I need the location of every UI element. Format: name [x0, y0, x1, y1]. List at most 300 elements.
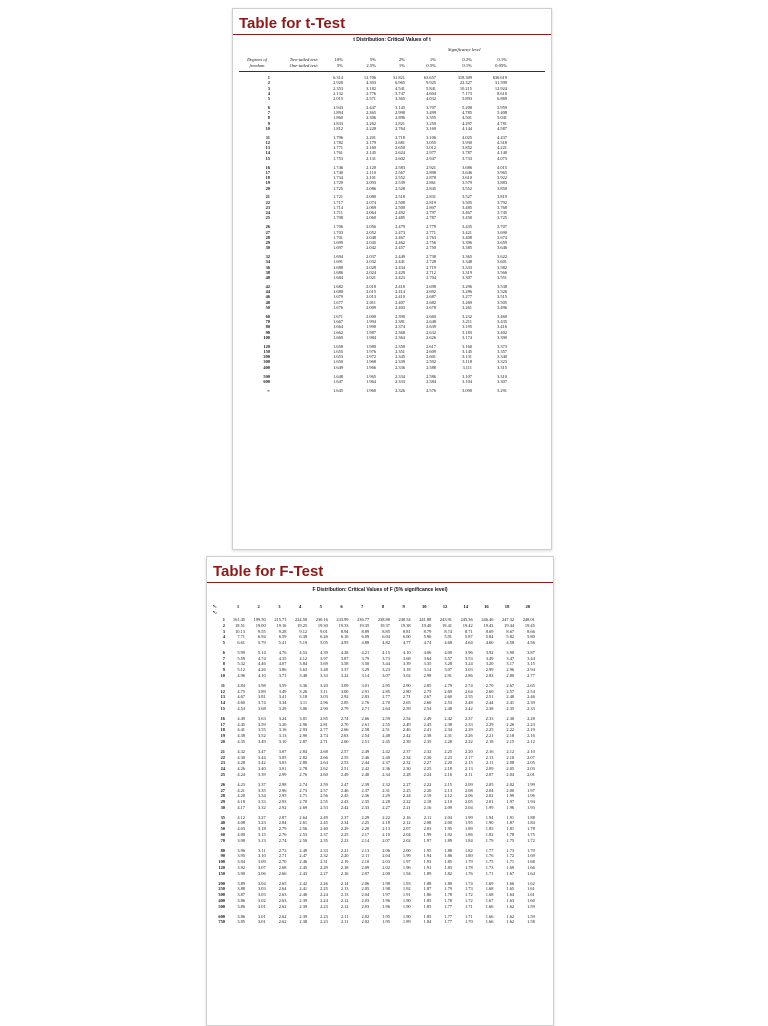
- f-value-cell: 3.11: [258, 847, 266, 853]
- f-value-cell: 3.69: [320, 661, 328, 667]
- t-value-cell: 3.195: [462, 324, 472, 330]
- f-table-row: [207, 859, 553, 864]
- t-value-cell: 1.708: [333, 215, 343, 221]
- t-value-cell: 63.657: [423, 75, 436, 80]
- t-value-cell: 2.429: [395, 269, 405, 275]
- f-value-cell: 2.18: [382, 820, 390, 826]
- f-df-cell: 10: [220, 672, 225, 678]
- f-value-cell: 2.61: [299, 820, 308, 826]
- f-value-cell: 2.49: [402, 721, 411, 727]
- f-value-cell: 3.64: [423, 655, 432, 661]
- t-value-cell: 3.106: [426, 134, 436, 140]
- f-value-cell: 2.80: [299, 760, 308, 766]
- f-value-cell: 5.82: [506, 634, 515, 640]
- t-one-tailed-1: 2.5%: [366, 63, 376, 68]
- t-value-cell: 1.697: [333, 245, 343, 251]
- f-value-cell: 3.98: [258, 682, 266, 688]
- f-value-cell: 2.35: [361, 799, 370, 804]
- f-value-cell: 2.50: [299, 837, 308, 843]
- t-table-row: [233, 224, 551, 229]
- f-value-cell: 3.02: [402, 672, 411, 678]
- f-value-cell: 2.31: [444, 733, 452, 739]
- f-value-cell: 2.09: [444, 804, 452, 810]
- f-value-cell: 1.63: [506, 897, 515, 903]
- f-table-row: [207, 617, 553, 622]
- t-df-cell: 14: [265, 150, 270, 156]
- t-value-cell: 3.296: [462, 283, 472, 289]
- f-value-cell: 3.81: [258, 694, 266, 700]
- f-value-cell: 2.37: [340, 814, 349, 820]
- f-value-cell: 3.63: [258, 715, 266, 721]
- t-value-cell: 3.707: [426, 104, 436, 110]
- f-value-cell: 2.24: [320, 897, 328, 903]
- t-one-tailed-label: One-tailed test:: [289, 63, 319, 68]
- t-value-cell: 2.571: [366, 96, 376, 101]
- f-value-cell: 5.84: [485, 634, 494, 640]
- f-value-cell: 2.08: [465, 787, 473, 793]
- t-df-cell: 120: [263, 343, 270, 349]
- t-value-cell: 1.647: [333, 378, 343, 384]
- f-value-cell: 8.66: [527, 628, 535, 634]
- t-value-cell: 2.771: [426, 229, 436, 235]
- f-value-cell: 2.11: [485, 760, 494, 766]
- t-value-cell: 3.340: [497, 354, 507, 360]
- f-value-cell: 1.88: [444, 847, 452, 853]
- t-significance-label: Significance level: [448, 47, 481, 52]
- f-value-cell: 2.71: [402, 694, 411, 700]
- t-table-row: [233, 294, 551, 299]
- f-value-cell: 3.33: [258, 799, 266, 804]
- f-value-cell: 5.91: [444, 634, 452, 640]
- f-value-cell: 2.02: [485, 793, 494, 799]
- t-value-cell: 2.500: [395, 204, 405, 210]
- t-df-header: [237, 57, 277, 69]
- t-value-cell: 1.761: [333, 150, 343, 156]
- t-df-cell: 5: [267, 96, 270, 101]
- f-df-cell: 60: [220, 831, 225, 837]
- f-value-cell: 9.12: [299, 628, 308, 634]
- t-table-row: [233, 275, 551, 280]
- f-value-cell: 3.44: [527, 655, 535, 661]
- f-value-cell: 2.90: [299, 733, 308, 739]
- f-value-cell: 248.01: [522, 617, 535, 622]
- f-value-cell: 2.46: [527, 694, 535, 700]
- t-value-cell: 3.745: [497, 210, 507, 216]
- f-value-cell: 2.13: [340, 886, 349, 892]
- t-value-cell: 1.984: [366, 334, 376, 340]
- f-value-cell: 2.80: [402, 688, 411, 694]
- f-value-cell: 2.87: [299, 738, 308, 744]
- t-value-cell: 1.717: [333, 199, 343, 205]
- f-value-cell: 2.47: [299, 853, 308, 859]
- t-value-cell: 1.711: [333, 210, 343, 216]
- f-value-cell: 2.63: [278, 892, 287, 898]
- t-df-cell: ∞: [266, 387, 270, 393]
- t-df-cell: 48: [265, 299, 270, 305]
- f-value-cell: 3.03: [258, 886, 266, 892]
- t-value-cell: 1.664: [333, 324, 343, 330]
- t-table-row: [233, 156, 551, 161]
- f-value-cell: 1.65: [506, 886, 515, 892]
- f-value-cell: 2.11: [340, 913, 349, 919]
- t-df-cell: 24: [265, 210, 270, 216]
- f-value-cell: 3.97: [320, 655, 328, 661]
- f-value-cell: 3.10: [258, 853, 266, 859]
- t-value-cell: 1.833: [333, 120, 343, 126]
- f-value-cell: 2.43: [340, 799, 349, 804]
- f-value-cell: 2.10: [361, 859, 370, 865]
- f-value-cell: 1.99: [402, 853, 411, 859]
- t-value-cell: 3.674: [497, 234, 507, 240]
- f-value-cell: 3.63: [299, 667, 308, 673]
- f-value-cell: 2.66: [278, 870, 287, 876]
- f-value-cell: 2.39: [361, 781, 370, 787]
- f-value-cell: 2.37: [361, 787, 370, 793]
- f-value-cell: 6.59: [278, 634, 287, 640]
- f-value-cell: 2.39: [402, 738, 411, 744]
- t-value-cell: 2.462: [395, 240, 405, 245]
- t-value-cell: 3.526: [497, 289, 507, 295]
- t-value-cell: 2.410: [395, 294, 405, 300]
- t-value-cell: 3.690: [497, 229, 507, 235]
- t-df-cell: 20: [265, 185, 270, 191]
- f-value-cell: 2.79: [340, 705, 349, 711]
- t-value-cell: 3.365: [395, 96, 405, 101]
- f-value-cell: 3.13: [278, 733, 287, 739]
- t-value-cell: 4.015: [497, 164, 507, 170]
- t-value-cell: 2.617: [426, 343, 436, 349]
- f-value-cell: 2.44: [485, 700, 494, 706]
- f-value-cell: 2.70: [340, 721, 349, 727]
- f-value-cell: 8.71: [465, 628, 473, 634]
- t-table-row: [233, 359, 551, 364]
- t-value-cell: 1.965: [366, 373, 376, 379]
- t-value-cell: 318.309: [457, 75, 472, 80]
- t-table-row: [233, 300, 551, 305]
- t-value-cell: 2.110: [366, 169, 376, 175]
- f-value-cell: 1.95: [423, 847, 432, 853]
- t-value-cell: 2.738: [426, 254, 436, 260]
- t-value-cell: 3.787: [462, 150, 472, 156]
- f-df-cell: 250: [218, 886, 225, 892]
- f-value-cell: 3.06: [258, 870, 266, 876]
- f-value-cell: 1.78: [444, 897, 452, 903]
- t-value-cell: 2.845: [426, 185, 436, 191]
- t-value-cell: 1.714: [333, 204, 343, 210]
- t-value-cell: 2.262: [366, 120, 376, 126]
- f-value-cell: 2.12: [340, 897, 349, 903]
- t-value-cell: 2.120: [366, 164, 376, 170]
- f-value-cell: 4.82: [382, 640, 390, 645]
- t-value-cell: 1.650: [333, 359, 343, 365]
- f-table-row: [207, 892, 553, 897]
- f-value-cell: 1.91: [506, 814, 515, 820]
- f-value-cell: 2.95: [382, 682, 390, 688]
- f-value-cell: 1.85: [485, 826, 494, 832]
- f-value-cell: 3.73: [382, 655, 390, 661]
- t-value-cell: 3.402: [497, 329, 507, 335]
- f-value-cell: 2.74: [299, 781, 308, 787]
- f-value-cell: 4.49: [237, 715, 245, 721]
- t-value-cell: 2.434: [395, 264, 405, 270]
- f-value-cell: 1.61: [527, 892, 535, 898]
- t-value-cell: 1.699: [333, 240, 343, 245]
- f-value-cell: 3.01: [258, 903, 266, 909]
- t-value-cell: 2.028: [366, 264, 376, 270]
- f-value-cell: 2.85: [320, 715, 328, 721]
- t-value-cell: 3.467: [462, 210, 472, 216]
- f-value-cell: 4.17: [237, 804, 245, 810]
- f-value-cell: 2.16: [485, 748, 494, 754]
- f-value-cell: 4.00: [237, 831, 245, 837]
- f-value-cell: 3.89: [258, 688, 266, 694]
- f-value-cell: 1.68: [485, 886, 494, 892]
- f-value-cell: 1.97: [506, 799, 515, 804]
- f-value-cell: 2.65: [402, 700, 411, 706]
- f-value-cell: 2.64: [299, 814, 308, 820]
- t-value-cell: 3.261: [462, 304, 472, 310]
- f-value-cell: 2.17: [465, 754, 473, 760]
- f-value-cell: 2.66: [320, 754, 328, 760]
- f-df-cell: 27: [220, 787, 225, 793]
- t-two-tailed-3: 1%: [429, 57, 436, 62]
- f-table-row: [207, 865, 553, 870]
- t-value-cell: 2.358: [395, 343, 405, 349]
- f-value-cell: 1.83: [444, 864, 452, 870]
- f-value-cell: 1.78: [444, 892, 452, 898]
- f-value-cell: 3.42: [258, 760, 266, 766]
- f-df-cell: 200: [218, 880, 225, 886]
- t-value-cell: 2.921: [426, 164, 436, 170]
- t-value-cell: 2.692: [426, 289, 436, 295]
- f-value-cell: 2.77: [527, 672, 535, 678]
- f-value-cell: 2.76: [299, 771, 308, 777]
- t-value-cell: 1.943: [333, 104, 343, 110]
- t-value-cell: 3.319: [462, 269, 472, 275]
- t-value-cell: 2.567: [395, 169, 405, 175]
- t-value-cell: 3.646: [497, 245, 507, 251]
- f-value-cell: 3.15: [527, 661, 535, 667]
- f-value-cell: 1.93: [527, 804, 535, 810]
- f-value-cell: 2.38: [485, 705, 494, 711]
- t-value-cell: 1.691: [333, 259, 343, 265]
- t-value-cell: 1.648: [333, 373, 343, 379]
- f-value-cell: 3.86: [237, 897, 245, 903]
- t-value-cell: 2.365: [366, 110, 376, 116]
- f-value-cell: 19.30: [317, 622, 328, 628]
- t-value-cell: 2.052: [366, 229, 376, 235]
- f-value-cell: 2.23: [340, 837, 349, 843]
- t-value-cell: 2.776: [366, 90, 376, 96]
- f-value-cell: 2.13: [340, 892, 349, 898]
- t-value-cell: 3.538: [497, 283, 507, 289]
- f-value-cell: 1.61: [527, 886, 535, 892]
- f-value-cell: 3.87: [527, 649, 535, 655]
- f-value-cell: 2.07: [485, 771, 494, 777]
- f-value-cell: 2.37: [320, 831, 328, 837]
- t-value-cell: 1.746: [333, 164, 343, 170]
- t-value-cell: 3.527: [462, 194, 472, 200]
- t-test-table-page: [232, 8, 552, 550]
- t-value-cell: 3.357: [497, 348, 507, 354]
- f-value-cell: 3.86: [237, 913, 245, 919]
- f-value-cell: 2.18: [485, 738, 494, 744]
- t-value-cell: 4.318: [497, 139, 507, 145]
- f-value-cell: 2.85: [423, 682, 432, 688]
- f-table-row: [207, 673, 553, 678]
- f-value-cell: 2.22: [423, 781, 432, 787]
- f-value-cell: 2.70: [299, 799, 308, 804]
- t-value-cell: 4.073: [497, 155, 507, 161]
- t-value-cell: 1.655: [333, 348, 343, 354]
- f-value-cell: 2.26: [320, 880, 328, 886]
- t-value-cell: 1.703: [333, 229, 343, 235]
- t-value-cell: 2.333: [395, 378, 405, 384]
- f-value-cell: 4.74: [258, 655, 266, 661]
- f-value-cell: 2.38: [423, 733, 432, 739]
- f-df-cell: 3: [222, 628, 225, 634]
- f-df-cell: 17: [220, 721, 225, 727]
- t-value-cell: 1.987: [366, 329, 376, 335]
- f-table-row: [207, 799, 553, 804]
- f-value-cell: 1.73: [506, 847, 515, 853]
- f-df-cell: 2: [222, 622, 225, 628]
- f-value-cell: 2.55: [382, 721, 390, 727]
- t-value-cell: 12.924: [494, 85, 507, 91]
- f-value-cell: 1.72: [506, 853, 515, 859]
- f-value-cell: 3.09: [340, 682, 349, 688]
- f-value-cell: 1.78: [465, 864, 473, 870]
- t-value-cell: 1.680: [333, 289, 343, 295]
- f-value-cell: 2.29: [361, 814, 370, 820]
- f-value-cell: 3.40: [258, 766, 266, 772]
- f-value-cell: 2.12: [444, 793, 452, 799]
- f-value-cell: 1.73: [465, 886, 473, 892]
- t-value-cell: 2.704: [426, 275, 436, 281]
- f-value-cell: 2.77: [320, 727, 328, 733]
- f-value-cell: 1.71: [465, 913, 473, 919]
- t-value-cell: 3.355: [426, 115, 436, 121]
- f-value-cell: 2.64: [465, 688, 473, 694]
- f-value-cell: 4.03: [237, 826, 245, 832]
- f-value-cell: 19.41: [442, 622, 452, 628]
- t-value-cell: 2.353: [333, 85, 343, 91]
- t-value-cell: 2.473: [395, 229, 405, 235]
- f-value-cell: 2.74: [320, 733, 328, 739]
- t-value-cell: 3.435: [462, 224, 472, 230]
- f-value-cell: 4.96: [237, 672, 245, 678]
- t-value-cell: 2.896: [395, 115, 405, 121]
- f-value-cell: 4.12: [237, 814, 245, 820]
- f-value-cell: 1.67: [485, 897, 494, 903]
- f-value-cell: 2.51: [382, 727, 390, 733]
- f-v1-header-1: 1: [236, 604, 240, 609]
- t-value-cell: 5.408: [497, 110, 507, 116]
- t-value-cell: 1.960: [366, 387, 376, 393]
- f-value-cell: 2.07: [402, 826, 411, 832]
- f-value-cell: 2.04: [485, 787, 494, 793]
- t-value-cell: 2.602: [395, 155, 405, 161]
- t-df-cell: 9: [267, 120, 270, 126]
- f-value-cell: 19.16: [276, 622, 287, 628]
- t-value-cell: 3.143: [395, 104, 405, 110]
- t-one-tailed-2: 1%: [398, 63, 405, 68]
- f-value-cell: 3.86: [278, 667, 287, 673]
- f-value-cell: 4.06: [423, 649, 432, 655]
- f-value-cell: 2.79: [444, 682, 452, 688]
- t-value-cell: 2.069: [366, 204, 376, 210]
- t-value-cell: 3.310: [497, 373, 507, 379]
- f-df-cell: 26: [220, 781, 225, 787]
- t-df-cell: 30: [265, 245, 270, 251]
- f-value-cell: 2.42: [299, 880, 308, 886]
- t-table-row: [233, 289, 551, 294]
- t-value-cell: 4.437: [497, 134, 507, 140]
- f-value-cell: 2.25: [485, 727, 494, 733]
- f-value-cell: 2.31: [320, 859, 328, 865]
- t-value-cell: 3.965: [497, 169, 507, 175]
- f-value-cell: 2.31: [382, 787, 390, 793]
- f-value-cell: 2.57: [506, 688, 515, 694]
- f-value-cell: 2.06: [382, 847, 390, 853]
- f-v1-header-10: 10: [422, 604, 427, 609]
- f-value-cell: 3.20: [278, 721, 287, 727]
- t-two-tailed-1: 5%: [369, 57, 376, 62]
- t-value-cell: 2.339: [395, 359, 405, 365]
- f-value-cell: 2.42: [361, 766, 370, 772]
- t-value-cell: 2.015: [333, 96, 343, 101]
- f-value-cell: 2.49: [340, 771, 349, 777]
- t-value-cell: 2.042: [366, 245, 376, 251]
- f-table-row: [207, 760, 553, 765]
- f-value-cell: 2.63: [340, 733, 349, 739]
- t-df-cell: 200: [263, 354, 270, 360]
- t-value-cell: 1.734: [333, 175, 343, 181]
- f-value-cell: 2.04: [465, 804, 473, 810]
- t-value-cell: 2.374: [395, 324, 405, 330]
- t-value-cell: 9.925: [426, 80, 436, 86]
- f-table-row: [207, 749, 553, 754]
- t-table-row: [233, 145, 551, 150]
- f-value-cell: 2.61: [361, 721, 370, 727]
- t-df-cell: 3: [267, 85, 270, 91]
- t-df-cell: 34: [265, 259, 270, 265]
- f-value-cell: 5.14: [258, 649, 266, 655]
- f-value-cell: 2.53: [444, 700, 452, 706]
- f-value-cell: 3.47: [258, 748, 266, 754]
- f-value-cell: 2.29: [465, 727, 473, 733]
- t-value-cell: 2.032: [366, 259, 376, 265]
- f-value-cell: 2.85: [340, 700, 349, 706]
- f-value-cell: 5.05: [320, 640, 328, 645]
- f-table-row: [207, 886, 553, 891]
- f-value-cell: 2.22: [465, 738, 473, 744]
- f-value-cell: 4.21: [361, 649, 370, 655]
- f-value-cell: 1.93: [402, 880, 411, 886]
- f-value-cell: 5.32: [237, 661, 245, 667]
- f-value-cell: 1.89: [402, 919, 411, 925]
- f-value-cell: 2.70: [485, 682, 494, 688]
- t-one-tailed-3: 0.5%: [426, 63, 436, 68]
- f-value-cell: 1.80: [444, 880, 452, 886]
- f-value-cell: 1.75: [527, 831, 535, 837]
- f-value-cell: 4.00: [444, 649, 452, 655]
- f-value-cell: 2.48: [506, 694, 515, 700]
- f-value-cell: 2.26: [465, 733, 473, 739]
- t-value-cell: 2.639: [426, 324, 436, 330]
- f-value-cell: 245.36: [460, 617, 473, 622]
- f-value-cell: 2.12: [340, 903, 349, 909]
